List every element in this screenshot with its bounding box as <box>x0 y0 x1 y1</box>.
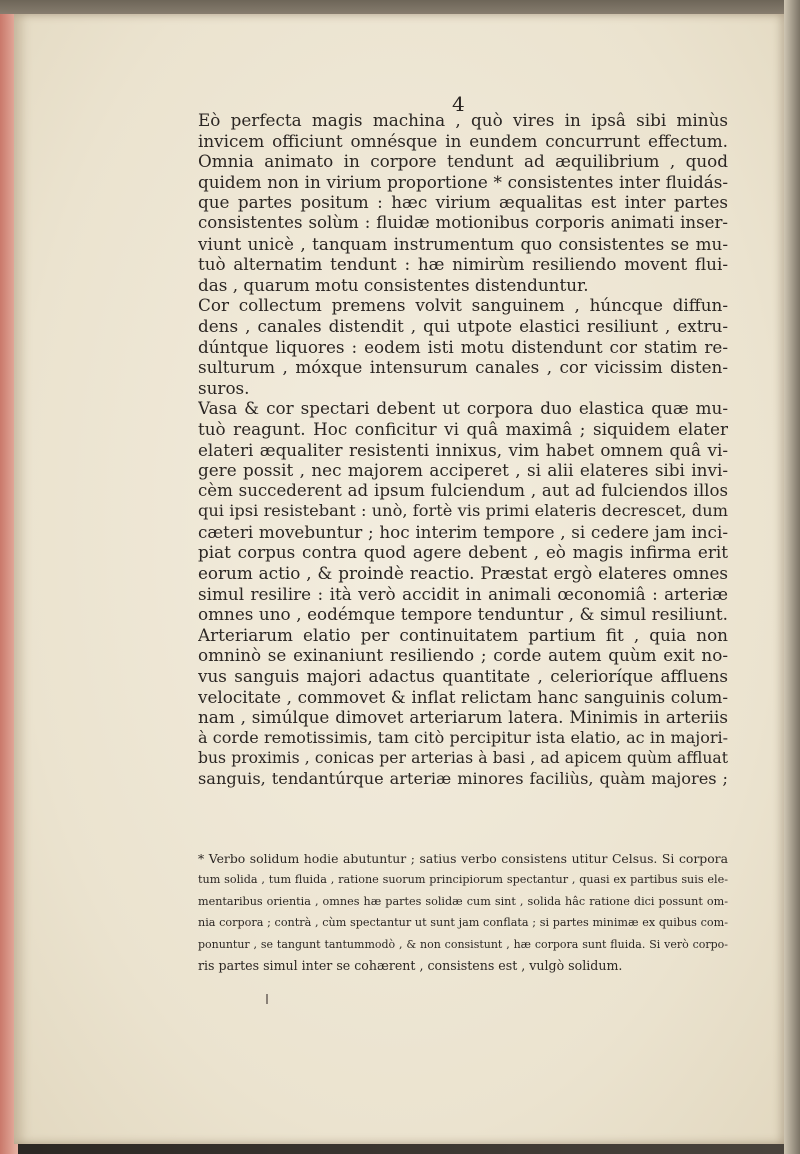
body-line: gere possit , nec majorem acciperet , si alii elateres sibi invi- <box>198 460 728 481</box>
footnote-line: nia corpora ; contrà , cùm spectantur ut sunt jam conflata ; si partes minimæ ex quibus com- <box>198 916 728 930</box>
book-right-edge <box>784 0 800 1154</box>
body-line: qui ipsi resistebant : unò, fortè vis primi elateris decrescet, dum <box>198 501 728 521</box>
body-line: tuò reagunt. Hoc conficitur vi quâ maximâ ; siquidem elater <box>198 418 728 439</box>
footnote-line: ponuntur , se tangunt tantummodò , & non consistunt , hæ corpora sunt fluida. Si verò corpo- <box>198 937 728 951</box>
body-line: viunt unicè , tanquam instrumentum quo consistentes se mu- <box>198 233 728 254</box>
body-line: piat corpus contra quod agere debent , eò magis infirma erit <box>198 542 728 563</box>
body-line: que partes positum : hæc virium æqualitas est inter partes <box>198 192 728 213</box>
footnote <box>198 848 728 976</box>
footnote-line: tum solida , tum fluida , ratione suorum principiorum spectantur , quasi ex partibus suis ele- <box>198 873 728 887</box>
body-line: Cor collectum premens volvit sanguinem , húncque diffun- <box>198 295 728 316</box>
body-line: Eò perfecta magis machina , quò vires in ipsâ sibi minùs <box>198 110 728 130</box>
body-line: velocitate , commovet & inflat relictam hanc sanguinis colum- <box>198 686 728 707</box>
body-line: dens , canales distendit , qui utpote elastici resiliunt , extru- <box>198 315 728 336</box>
body-line: suros. <box>198 377 250 398</box>
body-line: Arteriarum elatio per continuitatem partium fit , quia non <box>198 624 728 645</box>
footnote-line: * Verbo solidum hodie abutuntur ; satius verbo consistens utitur Celsus. Si corpora <box>198 851 728 866</box>
ink-mark <box>266 994 268 1004</box>
body-line: tuò alternatim tendunt : hæ nimirùm resiliendo movent flui- <box>198 254 728 275</box>
body-line: à corde remotissimis, tam citò percipitur ista elatio, ac in majori- <box>198 727 728 747</box>
body-line: das , quarum motu consistentes distenduntur. <box>198 274 589 295</box>
footnote-line: mentaribus orientia , omnes hæ partes solidæ cum sint , solida hâc ratione dici possunt om- <box>198 894 728 908</box>
body-line: elateri æqualiter resistenti innixus, vim habet omnem quâ vi- <box>198 439 728 460</box>
footnote-line: ris partes simul inter se cohærent , consistens est , vulgò solidum. <box>198 958 623 974</box>
body-line: cèm succederent ad ipsum fulciendum , aut ad fulciendos illos <box>198 480 728 500</box>
body-line: sulturum , móxque intensurum canales , cor vicissim disten- <box>198 357 728 378</box>
body-line: vus sanguis majori adactus quantitate , celerioríque affluens <box>198 666 728 687</box>
body-line: Omnia animato in corpore tendunt ad æquilibrium , quod <box>198 151 728 172</box>
body-line: consistentes solùm : fluidæ motionibus corporis animati inser- <box>198 212 728 232</box>
body-line: omnes uno , eodémque tempore tenduntur , & simul resiliunt. <box>198 604 728 625</box>
body-line: eorum actio , & proindè reactio. Præstat ergò elateres omnes <box>198 563 728 584</box>
body-line: nam , simúlque dimovet arteriarum latera. Minimis in arteriis <box>198 707 728 728</box>
body-line: bus proximis , conicas per arterias à basi , ad apicem quùm affluat <box>198 749 728 768</box>
body-line: simul resilire : ità verò accidit in animali œconomiâ : arteriæ <box>198 583 728 604</box>
body-line: cæteri movebuntur ; hoc interim tempore , si cedere jam inci- <box>198 521 728 542</box>
body-line: sanguis, tendantúrque arteriæ minores faciliùs, quàm majores ; <box>198 769 728 788</box>
body-line: quidem non in virium proportione * consistentes inter fluidás- <box>198 171 728 192</box>
page-number: 4 <box>452 92 465 116</box>
body-line: omninò se exinaniunt resiliendo ; corde autem quùm exit no- <box>198 645 728 666</box>
body-line: Vasa & cor spectari debent ut corpora duo elastica quæ mu- <box>198 398 728 419</box>
body-line: dúntque liquores : eodem isti motu distendunt cor statim re- <box>198 336 728 357</box>
body-text <box>198 110 728 790</box>
body-line: invicem officiunt omnésque in eundem concurrunt effectum. <box>198 130 728 151</box>
